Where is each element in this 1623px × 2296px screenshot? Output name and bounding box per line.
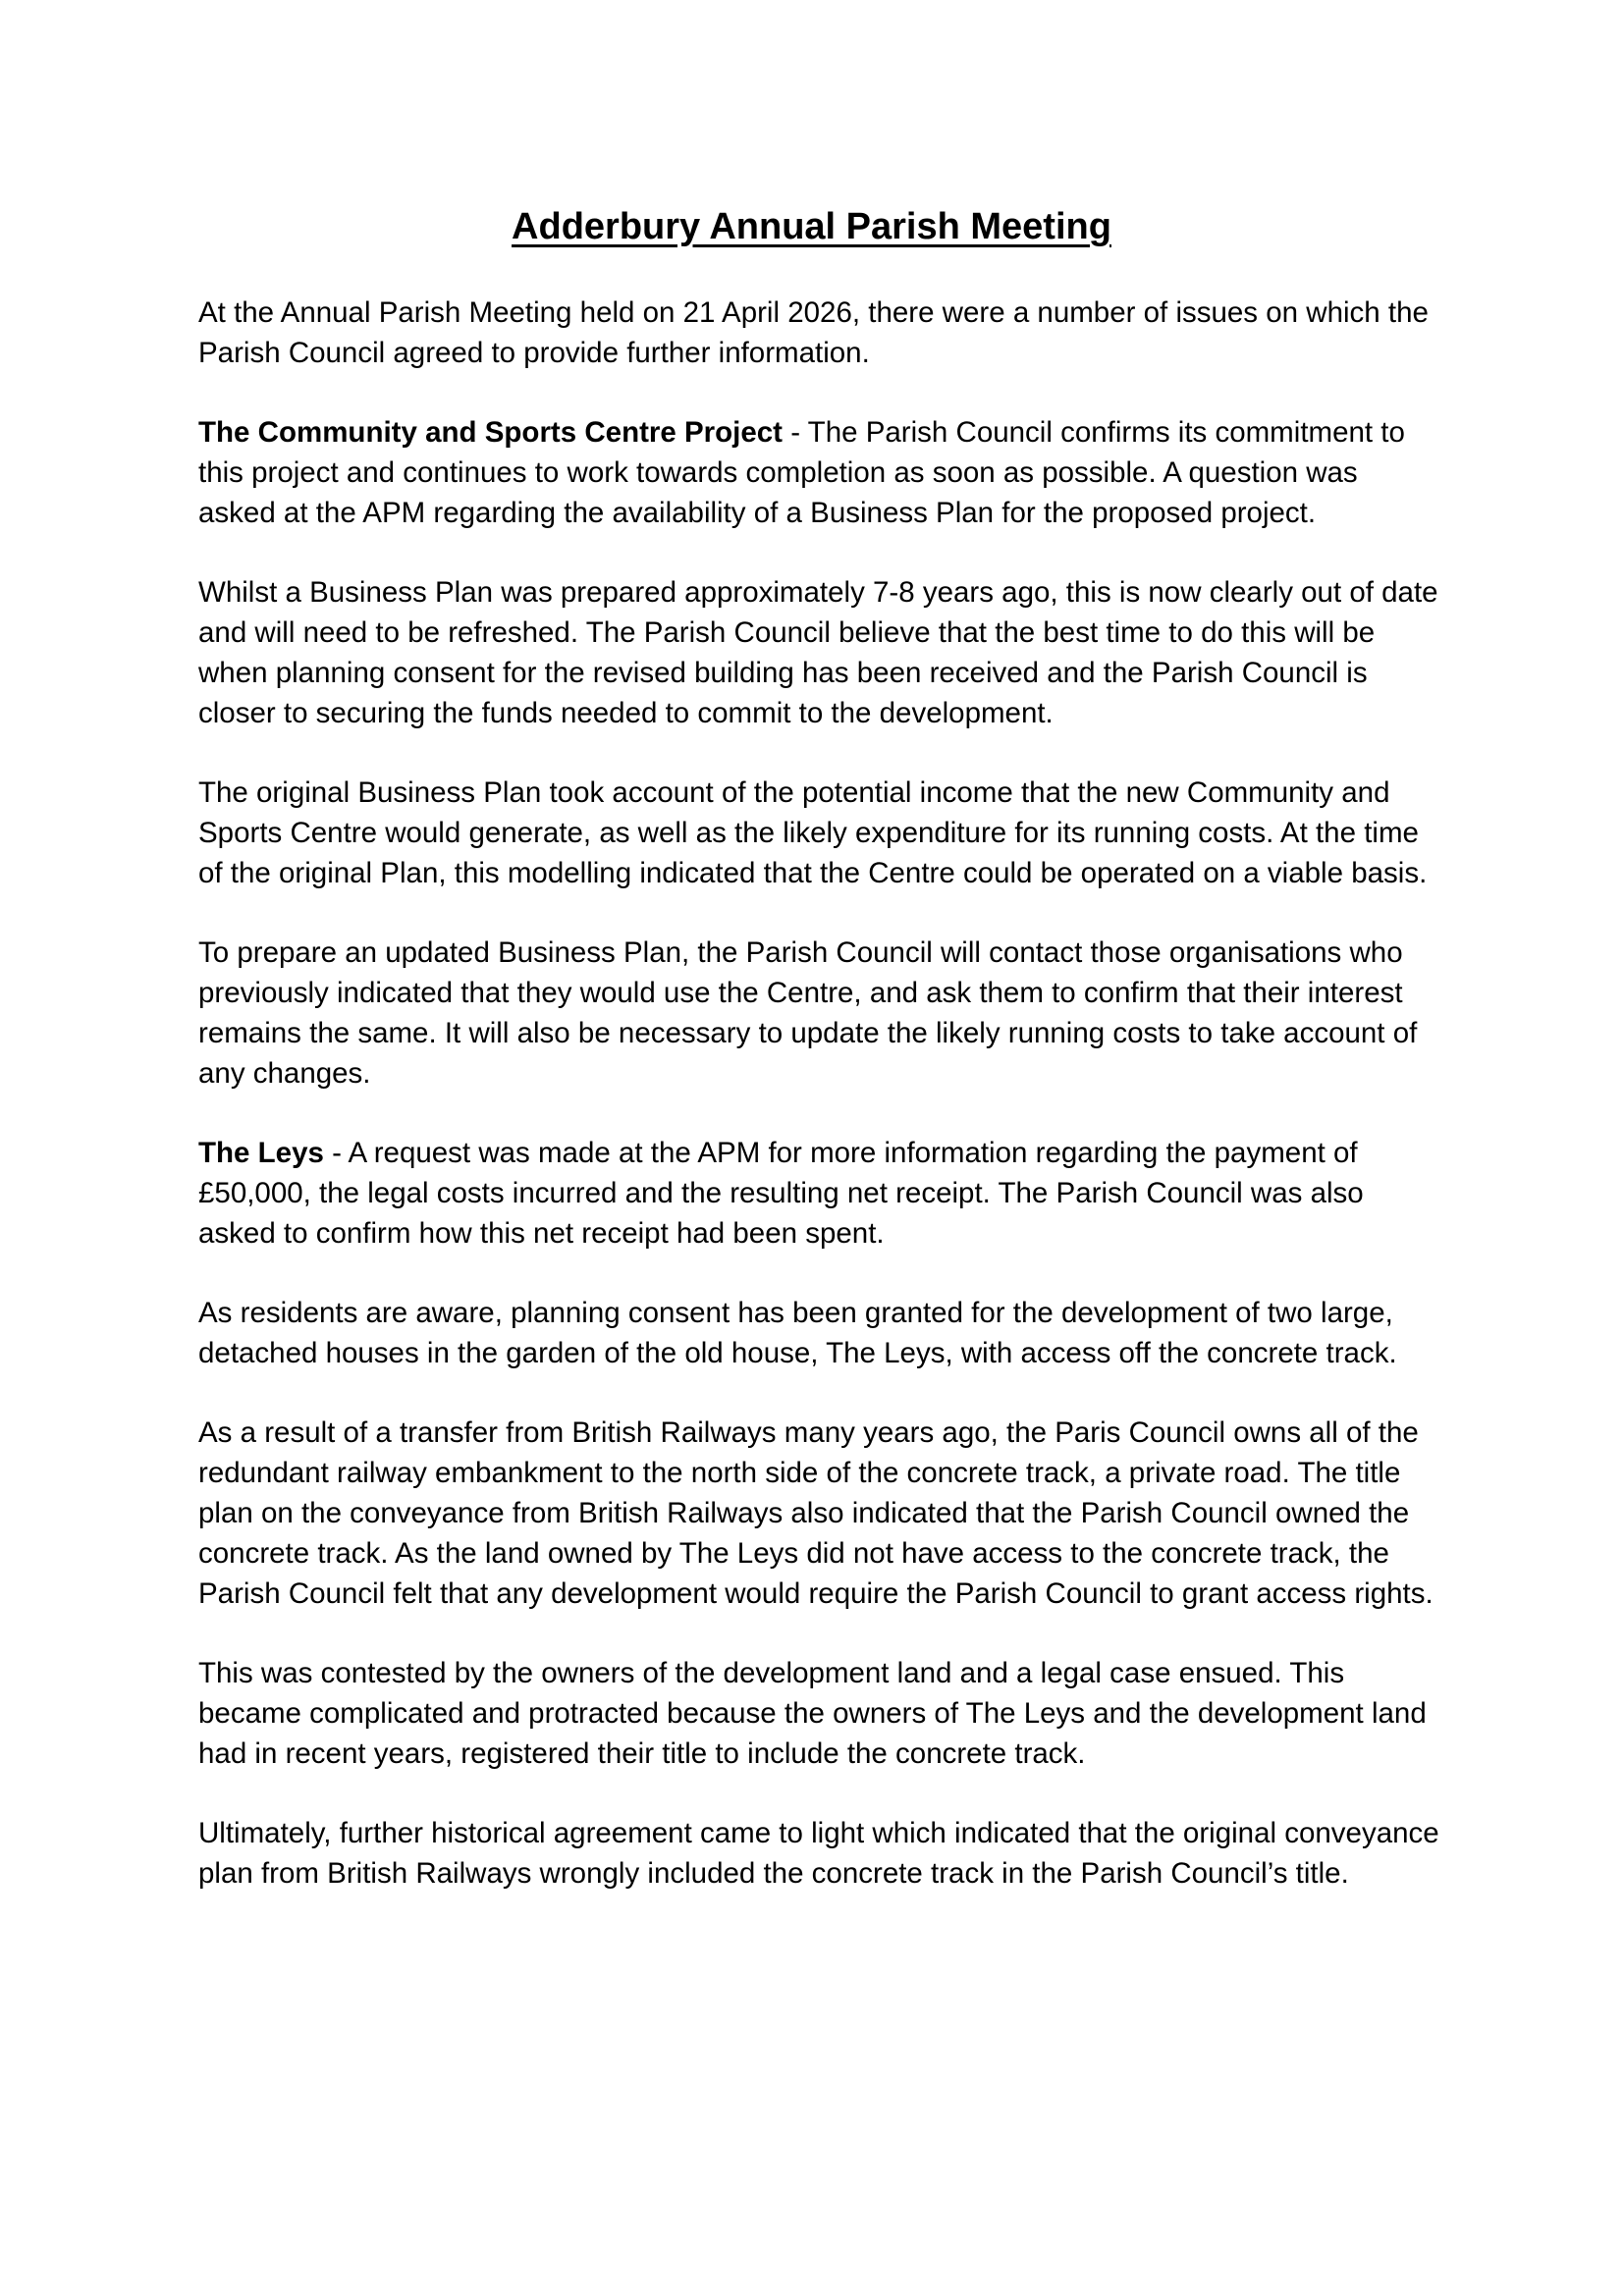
paragraph-community-sports-centre <box>198 412 1440 533</box>
paragraph-text: At the Annual Parish Meeting held on 21 April 2026, there were a number of issues on which the Parish Council agreed to provide further information. <box>198 296 1429 369</box>
paragraph-intro <box>198 293 1440 373</box>
paragraph-updated-plan <box>198 933 1440 1094</box>
paragraph-text: - A request was made at the APM for more information regarding the payment of £50,000, the legal costs incurred and the resulting net receipt. The Parish Council was also asked to confirm how this net receipt had been spent. <box>198 1137 1364 1250</box>
paragraph-historical-agreement <box>198 1813 1440 1894</box>
document-body <box>198 293 1440 1933</box>
paragraph-text: As a result of a transfer from British Railways many years ago, the Paris Council owns all of the redundant railway embankment to the north side of the concrete track, a private road. The title plan on the conveyance from British Railways also indicated that the Parish Council owned the concrete track. As the land owned by The Leys did not have access to the concrete track, the Parish Council felt that any development would require the Parish Council to grant access rights. <box>198 1416 1434 1610</box>
paragraph-legal-case <box>198 1653 1440 1774</box>
paragraph-business-plan <box>198 572 1440 733</box>
paragraph-planning-consent <box>198 1293 1440 1373</box>
paragraph-original-plan <box>198 773 1440 893</box>
page-title: Adderbury Annual Parish Meeting <box>512 206 1111 247</box>
paragraph-text: - The Parish Council confirms its commitment to this project and continues to work towards completion as soon as possible. A question was asked at the APM regarding the availability of a Business Plan for the proposed project. <box>198 416 1405 529</box>
paragraph-text: Whilst a Business Plan was prepared approximately 7-8 years ago, this is now clearly out of date and will need to be refreshed. The Parish Council believe that the best time to do this will be when planning consent for the revised building has been received and the Parish Council is closer to securing the funds needed to commit to the development. <box>198 576 1438 729</box>
section-heading-the-leys: The Leys <box>198 1137 324 1169</box>
paragraph-the-leys <box>198 1133 1440 1254</box>
paragraph-text: The original Business Plan took account of the potential income that the new Community and Sports Centre would generate, as well as the likely expenditure for its running costs. At the time of the original Plan, this modelling indicated that the Centre could be operated on a viable basis. <box>198 776 1428 889</box>
paragraph-text: This was contested by the owners of the development land and a legal case ensued. This became complicated and protracted because the owners of The Leys and the development land had in recent years, registered their title to include the concrete track. <box>198 1657 1427 1770</box>
paragraph-british-railways <box>198 1413 1440 1614</box>
section-heading-community-sports-centre: The Community and Sports Centre Project <box>198 416 783 449</box>
paragraph-text: To prepare an updated Business Plan, the Parish Council will contact those organisations who previously indicated that they would use the Centre, and ask them to confirm that their interest remains the same. It will also be necessary to update the likely running costs to take account of any changes. <box>198 936 1418 1090</box>
paragraph-text: As residents are aware, planning consent has been granted for the development of two large, detached houses in the garden of the old house, The Leys, with access off the concrete track. <box>198 1297 1397 1369</box>
paragraph-text: Ultimately, further historical agreement came to light which indicated that the original conveyance plan from British Railways wrongly included the concrete track in the Parish Council’s title. <box>198 1817 1439 1890</box>
